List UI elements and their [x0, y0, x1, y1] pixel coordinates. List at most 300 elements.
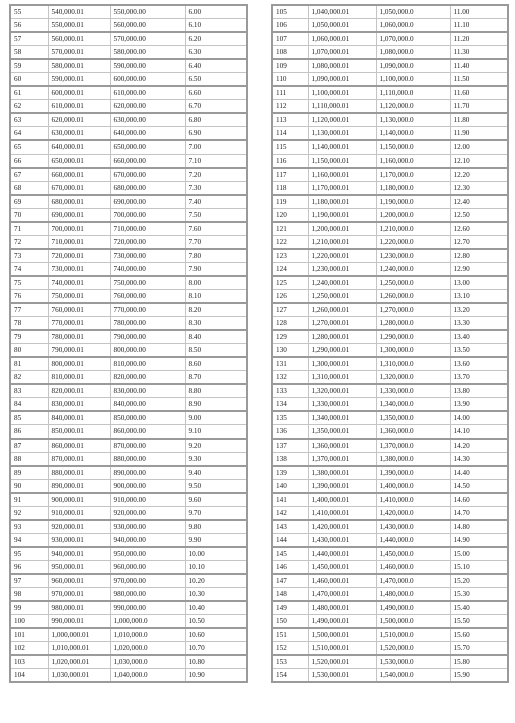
row-number-cell: 73	[10, 249, 48, 263]
rate-cell: 7.20	[185, 168, 247, 182]
lower-bound-cell: 810,000.01	[48, 371, 110, 385]
upper-bound-cell: 1,530,000.0	[376, 655, 450, 669]
rate-cell: 9.40	[185, 466, 247, 480]
row-number-cell: 141	[272, 493, 308, 507]
table-row	[10, 73, 247, 87]
table-row	[272, 19, 508, 33]
upper-bound-cell: 1,410,000.0	[376, 493, 450, 507]
rate-cell: 13.60	[450, 357, 508, 371]
rate-cell: 14.80	[450, 520, 508, 534]
lower-bound-cell: 940,000.01	[48, 547, 110, 561]
table-row	[10, 100, 247, 114]
upper-bound-cell: 1,300,000.0	[376, 344, 450, 358]
rate-cell: 12.30	[450, 181, 508, 195]
table-row	[272, 276, 508, 290]
rate-cell: 14.50	[450, 479, 508, 493]
rate-cell: 9.70	[185, 506, 247, 520]
row-number-cell: 81	[10, 357, 48, 371]
lower-bound-cell: 1,040,000.01	[308, 5, 376, 19]
table-row	[10, 19, 247, 33]
upper-bound-cell: 1,360,000.0	[376, 425, 450, 439]
table-row	[10, 398, 247, 412]
lower-bound-cell: 1,160,000.01	[308, 168, 376, 182]
table-row	[272, 371, 508, 385]
rate-cell: 11.00	[450, 5, 508, 19]
row-number-cell: 121	[272, 222, 308, 236]
upper-bound-cell: 570,000.00	[110, 32, 185, 46]
upper-bound-cell: 1,080,000.0	[376, 46, 450, 60]
table-row	[10, 317, 247, 331]
lower-bound-cell: 1,370,000.01	[308, 452, 376, 466]
lower-bound-cell: 550,000.01	[48, 19, 110, 33]
lower-bound-cell: 950,000.01	[48, 560, 110, 574]
upper-bound-cell: 820,000.00	[110, 371, 185, 385]
table-row	[10, 574, 247, 588]
upper-bound-cell: 980,000.00	[110, 588, 185, 602]
upper-bound-cell: 600,000.00	[110, 73, 185, 87]
row-number-cell: 92	[10, 506, 48, 520]
rate-cell: 12.10	[450, 154, 508, 168]
rate-cell: 10.40	[185, 601, 247, 615]
upper-bound-cell: 870,000.00	[110, 439, 185, 453]
rate-cell: 8.20	[185, 303, 247, 317]
row-number-cell: 59	[10, 59, 48, 73]
upper-bound-cell: 660,000.00	[110, 154, 185, 168]
upper-bound-cell: 900,000.00	[110, 479, 185, 493]
table-row	[272, 547, 508, 561]
upper-bound-cell: 1,110,000.0	[376, 86, 450, 100]
row-number-cell: 62	[10, 100, 48, 114]
upper-bound-cell: 630,000.00	[110, 113, 185, 127]
upper-bound-cell: 780,000.00	[110, 317, 185, 331]
table-row	[272, 46, 508, 60]
rate-cell: 10.70	[185, 642, 247, 656]
row-number-cell: 153	[272, 655, 308, 669]
lower-bound-cell: 1,090,000.01	[308, 73, 376, 87]
upper-bound-cell: 790,000.00	[110, 330, 185, 344]
upper-bound-cell: 810,000.00	[110, 357, 185, 371]
rate-cell: 8.00	[185, 276, 247, 290]
rate-cell: 6.60	[185, 86, 247, 100]
table-row	[272, 32, 508, 46]
lower-bound-cell: 800,000.01	[48, 357, 110, 371]
upper-bound-cell: 1,170,000.0	[376, 168, 450, 182]
lower-bound-cell: 1,520,000.01	[308, 655, 376, 669]
rate-cell: 11.60	[450, 86, 508, 100]
rate-cell: 12.60	[450, 222, 508, 236]
upper-bound-cell: 1,140,000.0	[376, 127, 450, 141]
rate-cell: 10.50	[185, 615, 247, 629]
lower-bound-cell: 1,350,000.01	[308, 425, 376, 439]
row-number-cell: 133	[272, 384, 308, 398]
table-row	[272, 317, 508, 331]
row-number-cell: 98	[10, 588, 48, 602]
rate-cell: 6.20	[185, 32, 247, 46]
row-number-cell: 135	[272, 411, 308, 425]
lower-bound-cell: 770,000.01	[48, 317, 110, 331]
lower-bound-cell: 990,000.01	[48, 615, 110, 629]
lower-bound-cell: 1,250,000.01	[308, 289, 376, 303]
table-row	[272, 140, 508, 154]
upper-bound-cell: 1,010,000.0	[110, 628, 185, 642]
rate-cell: 7.30	[185, 181, 247, 195]
row-number-cell: 63	[10, 113, 48, 127]
rate-cell: 11.80	[450, 113, 508, 127]
row-number-cell: 154	[272, 669, 308, 683]
table-row	[272, 588, 508, 602]
upper-bound-cell: 640,000.00	[110, 127, 185, 141]
upper-bound-cell: 1,060,000.0	[376, 19, 450, 33]
table-row	[10, 32, 247, 46]
row-number-cell: 104	[10, 669, 48, 683]
rate-cell: 12.70	[450, 235, 508, 249]
rate-cell: 8.50	[185, 344, 247, 358]
lower-bound-cell: 1,380,000.01	[308, 466, 376, 480]
row-number-cell: 69	[10, 195, 48, 209]
row-number-cell: 120	[272, 208, 308, 222]
lower-bound-cell: 920,000.01	[48, 520, 110, 534]
lower-bound-cell: 970,000.01	[48, 588, 110, 602]
table-row	[10, 276, 247, 290]
rate-cell: 10.00	[185, 547, 247, 561]
table-row	[10, 493, 247, 507]
row-number-cell: 126	[272, 289, 308, 303]
table-row	[10, 588, 247, 602]
rate-cell: 8.80	[185, 384, 247, 398]
lower-bound-cell: 1,420,000.01	[308, 520, 376, 534]
table-row	[272, 208, 508, 222]
row-number-cell: 116	[272, 154, 308, 168]
rate-cell: 14.70	[450, 506, 508, 520]
upper-bound-cell: 1,220,000.0	[376, 235, 450, 249]
upper-bound-cell: 1,160,000.0	[376, 154, 450, 168]
rate-cell: 6.00	[185, 5, 247, 19]
rate-cell: 13.30	[450, 317, 508, 331]
row-number-cell: 134	[272, 398, 308, 412]
row-number-cell: 132	[272, 371, 308, 385]
row-number-cell: 65	[10, 140, 48, 154]
rate-cell: 7.80	[185, 249, 247, 263]
rate-cell: 7.50	[185, 208, 247, 222]
upper-bound-cell: 1,450,000.0	[376, 547, 450, 561]
upper-bound-cell: 840,000.00	[110, 398, 185, 412]
table-row	[272, 439, 508, 453]
row-number-cell: 146	[272, 560, 308, 574]
lower-bound-cell: 1,530,000.01	[308, 669, 376, 683]
rate-cell: 11.10	[450, 19, 508, 33]
upper-bound-cell: 1,480,000.0	[376, 588, 450, 602]
upper-bound-cell: 1,040,000.0	[110, 669, 185, 683]
lower-bound-cell: 1,360,000.01	[308, 439, 376, 453]
row-number-cell: 144	[272, 533, 308, 547]
row-number-cell: 148	[272, 588, 308, 602]
rate-table-body	[272, 5, 508, 682]
table-row	[272, 127, 508, 141]
upper-bound-cell: 770,000.00	[110, 303, 185, 317]
upper-bound-cell: 1,290,000.0	[376, 330, 450, 344]
table-row	[272, 73, 508, 87]
upper-bound-cell: 730,000.00	[110, 249, 185, 263]
table-row	[10, 533, 247, 547]
table-row	[10, 601, 247, 615]
rate-cell: 11.40	[450, 59, 508, 73]
lower-bound-cell: 760,000.01	[48, 303, 110, 317]
row-number-cell: 61	[10, 86, 48, 100]
table-row	[10, 303, 247, 317]
table-row	[10, 195, 247, 209]
upper-bound-cell: 620,000.00	[110, 100, 185, 114]
table-row	[272, 466, 508, 480]
lower-bound-cell: 1,070,000.01	[308, 46, 376, 60]
table-row	[10, 86, 247, 100]
lower-bound-cell: 730,000.01	[48, 262, 110, 276]
upper-bound-cell: 670,000.00	[110, 168, 185, 182]
upper-bound-cell: 1,090,000.0	[376, 59, 450, 73]
lower-bound-cell: 1,130,000.01	[308, 127, 376, 141]
row-number-cell: 102	[10, 642, 48, 656]
lower-bound-cell: 1,280,000.01	[308, 330, 376, 344]
lower-bound-cell: 1,240,000.01	[308, 276, 376, 290]
row-number-cell: 58	[10, 46, 48, 60]
table-row	[272, 493, 508, 507]
row-number-cell: 114	[272, 127, 308, 141]
upper-bound-cell: 1,420,000.0	[376, 506, 450, 520]
lower-bound-cell: 740,000.01	[48, 276, 110, 290]
table-row	[10, 425, 247, 439]
row-number-cell: 60	[10, 73, 48, 87]
upper-bound-cell: 1,280,000.0	[376, 317, 450, 331]
rate-cell: 9.10	[185, 425, 247, 439]
row-number-cell: 97	[10, 574, 48, 588]
rate-cell: 8.60	[185, 357, 247, 371]
row-number-cell: 94	[10, 533, 48, 547]
lower-bound-cell: 1,110,000.01	[308, 100, 376, 114]
rate-cell: 15.20	[450, 574, 508, 588]
rate-cell: 6.50	[185, 73, 247, 87]
rate-cell: 12.20	[450, 168, 508, 182]
table-row	[10, 547, 247, 561]
table-row	[10, 168, 247, 182]
lower-bound-cell: 1,210,000.01	[308, 235, 376, 249]
upper-bound-cell: 940,000.00	[110, 533, 185, 547]
table-row	[10, 411, 247, 425]
table-row	[10, 452, 247, 466]
row-number-cell: 76	[10, 289, 48, 303]
upper-bound-cell: 1,130,000.0	[376, 113, 450, 127]
lower-bound-cell: 780,000.01	[48, 330, 110, 344]
table-row	[10, 560, 247, 574]
row-number-cell: 66	[10, 154, 48, 168]
table-row	[10, 127, 247, 141]
row-number-cell: 115	[272, 140, 308, 154]
lower-bound-cell: 1,080,000.01	[308, 59, 376, 73]
rate-cell: 15.80	[450, 655, 508, 669]
rate-cell: 9.80	[185, 520, 247, 534]
lower-bound-cell: 1,180,000.01	[308, 195, 376, 209]
upper-bound-cell: 680,000.00	[110, 181, 185, 195]
row-number-cell: 136	[272, 425, 308, 439]
upper-bound-cell: 800,000.00	[110, 344, 185, 358]
row-number-cell: 90	[10, 479, 48, 493]
rate-cell: 11.70	[450, 100, 508, 114]
upper-bound-cell: 910,000.00	[110, 493, 185, 507]
rate-cell: 9.00	[185, 411, 247, 425]
lower-bound-cell: 1,000,000.01	[48, 628, 110, 642]
rate-table-left	[9, 4, 248, 683]
row-number-cell: 142	[272, 506, 308, 520]
upper-bound-cell: 1,440,000.0	[376, 533, 450, 547]
rate-cell: 10.90	[185, 669, 247, 683]
table-row	[10, 330, 247, 344]
upper-bound-cell: 1,520,000.0	[376, 642, 450, 656]
rate-cell: 6.40	[185, 59, 247, 73]
rate-cell: 13.70	[450, 371, 508, 385]
lower-bound-cell: 1,440,000.01	[308, 547, 376, 561]
row-number-cell: 56	[10, 19, 48, 33]
lower-bound-cell: 1,120,000.01	[308, 113, 376, 127]
rate-cell: 7.90	[185, 262, 247, 276]
rate-cell: 6.10	[185, 19, 247, 33]
rate-cell: 10.10	[185, 560, 247, 574]
rate-cell: 14.60	[450, 493, 508, 507]
rate-table-body	[10, 5, 247, 682]
rate-cell: 6.70	[185, 100, 247, 114]
rate-cell: 13.90	[450, 398, 508, 412]
lower-bound-cell: 1,330,000.01	[308, 398, 376, 412]
upper-bound-cell: 990,000.00	[110, 601, 185, 615]
row-number-cell: 139	[272, 466, 308, 480]
lower-bound-cell: 840,000.01	[48, 411, 110, 425]
upper-bound-cell: 1,120,000.0	[376, 100, 450, 114]
row-number-cell: 91	[10, 493, 48, 507]
row-number-cell: 111	[272, 86, 308, 100]
row-number-cell: 86	[10, 425, 48, 439]
table-row	[10, 113, 247, 127]
table-row	[272, 533, 508, 547]
upper-bound-cell: 590,000.00	[110, 59, 185, 73]
lower-bound-cell: 670,000.01	[48, 181, 110, 195]
table-row	[10, 357, 247, 371]
lower-bound-cell: 1,260,000.01	[308, 303, 376, 317]
row-number-cell: 122	[272, 235, 308, 249]
upper-bound-cell: 1,210,000.0	[376, 222, 450, 236]
lower-bound-cell: 910,000.01	[48, 506, 110, 520]
table-row	[10, 181, 247, 195]
row-number-cell: 85	[10, 411, 48, 425]
table-row	[10, 5, 247, 19]
upper-bound-cell: 560,000.00	[110, 19, 185, 33]
row-number-cell: 95	[10, 547, 48, 561]
rate-cell: 7.60	[185, 222, 247, 236]
rate-cell: 7.40	[185, 195, 247, 209]
lower-bound-cell: 860,000.01	[48, 439, 110, 453]
table-row	[10, 642, 247, 656]
rate-cell: 7.10	[185, 154, 247, 168]
lower-bound-cell: 820,000.01	[48, 384, 110, 398]
row-number-cell: 143	[272, 520, 308, 534]
upper-bound-cell: 1,380,000.0	[376, 452, 450, 466]
rate-cell: 15.30	[450, 588, 508, 602]
lower-bound-cell: 680,000.01	[48, 195, 110, 209]
row-number-cell: 147	[272, 574, 308, 588]
table-row	[272, 411, 508, 425]
row-number-cell: 105	[272, 5, 308, 19]
row-number-cell: 101	[10, 628, 48, 642]
rate-cell: 10.60	[185, 628, 247, 642]
lower-bound-cell: 1,220,000.01	[308, 249, 376, 263]
table-row	[272, 195, 508, 209]
upper-bound-cell: 710,000.00	[110, 222, 185, 236]
row-number-cell: 78	[10, 317, 48, 331]
lower-bound-cell: 870,000.01	[48, 452, 110, 466]
lower-bound-cell: 1,450,000.01	[308, 560, 376, 574]
upper-bound-cell: 1,250,000.0	[376, 276, 450, 290]
row-number-cell: 137	[272, 439, 308, 453]
table-row	[10, 506, 247, 520]
row-number-cell: 138	[272, 452, 308, 466]
upper-bound-cell: 1,030,000.0	[110, 655, 185, 669]
table-row	[10, 208, 247, 222]
table-row	[272, 384, 508, 398]
table-row	[10, 222, 247, 236]
lower-bound-cell: 610,000.01	[48, 100, 110, 114]
row-number-cell: 108	[272, 46, 308, 60]
row-number-cell: 72	[10, 235, 48, 249]
lower-bound-cell: 1,100,000.01	[308, 86, 376, 100]
row-number-cell: 57	[10, 32, 48, 46]
table-row	[10, 371, 247, 385]
table-row	[272, 181, 508, 195]
table-row	[10, 669, 247, 683]
rate-cell: 13.80	[450, 384, 508, 398]
rate-cell: 10.30	[185, 588, 247, 602]
rate-cell: 8.90	[185, 398, 247, 412]
upper-bound-cell: 1,400,000.0	[376, 479, 450, 493]
upper-bound-cell: 1,330,000.0	[376, 384, 450, 398]
rate-cell: 8.10	[185, 289, 247, 303]
row-number-cell: 87	[10, 439, 48, 453]
row-number-cell: 119	[272, 195, 308, 209]
lower-bound-cell: 1,270,000.01	[308, 317, 376, 331]
upper-bound-cell: 950,000.00	[110, 547, 185, 561]
table-row	[272, 289, 508, 303]
table-row	[10, 262, 247, 276]
upper-bound-cell: 1,150,000.0	[376, 140, 450, 154]
upper-bound-cell: 720,000.00	[110, 235, 185, 249]
row-number-cell: 124	[272, 262, 308, 276]
table-row	[10, 520, 247, 534]
row-number-cell: 103	[10, 655, 48, 669]
lower-bound-cell: 830,000.01	[48, 398, 110, 412]
rate-cell: 14.10	[450, 425, 508, 439]
lower-bound-cell: 1,060,000.01	[308, 32, 376, 46]
row-number-cell: 113	[272, 113, 308, 127]
upper-bound-cell: 1,240,000.0	[376, 262, 450, 276]
row-number-cell: 75	[10, 276, 48, 290]
upper-bound-cell: 1,200,000.0	[376, 208, 450, 222]
upper-bound-cell: 890,000.00	[110, 466, 185, 480]
row-number-cell: 84	[10, 398, 48, 412]
rate-cell: 13.20	[450, 303, 508, 317]
table-row	[272, 615, 508, 629]
lower-bound-cell: 1,170,000.01	[308, 181, 376, 195]
lower-bound-cell: 960,000.01	[48, 574, 110, 588]
lower-bound-cell: 1,190,000.01	[308, 208, 376, 222]
table-row	[272, 249, 508, 263]
rate-cell: 15.00	[450, 547, 508, 561]
rate-cell: 12.80	[450, 249, 508, 263]
table-row	[10, 235, 247, 249]
